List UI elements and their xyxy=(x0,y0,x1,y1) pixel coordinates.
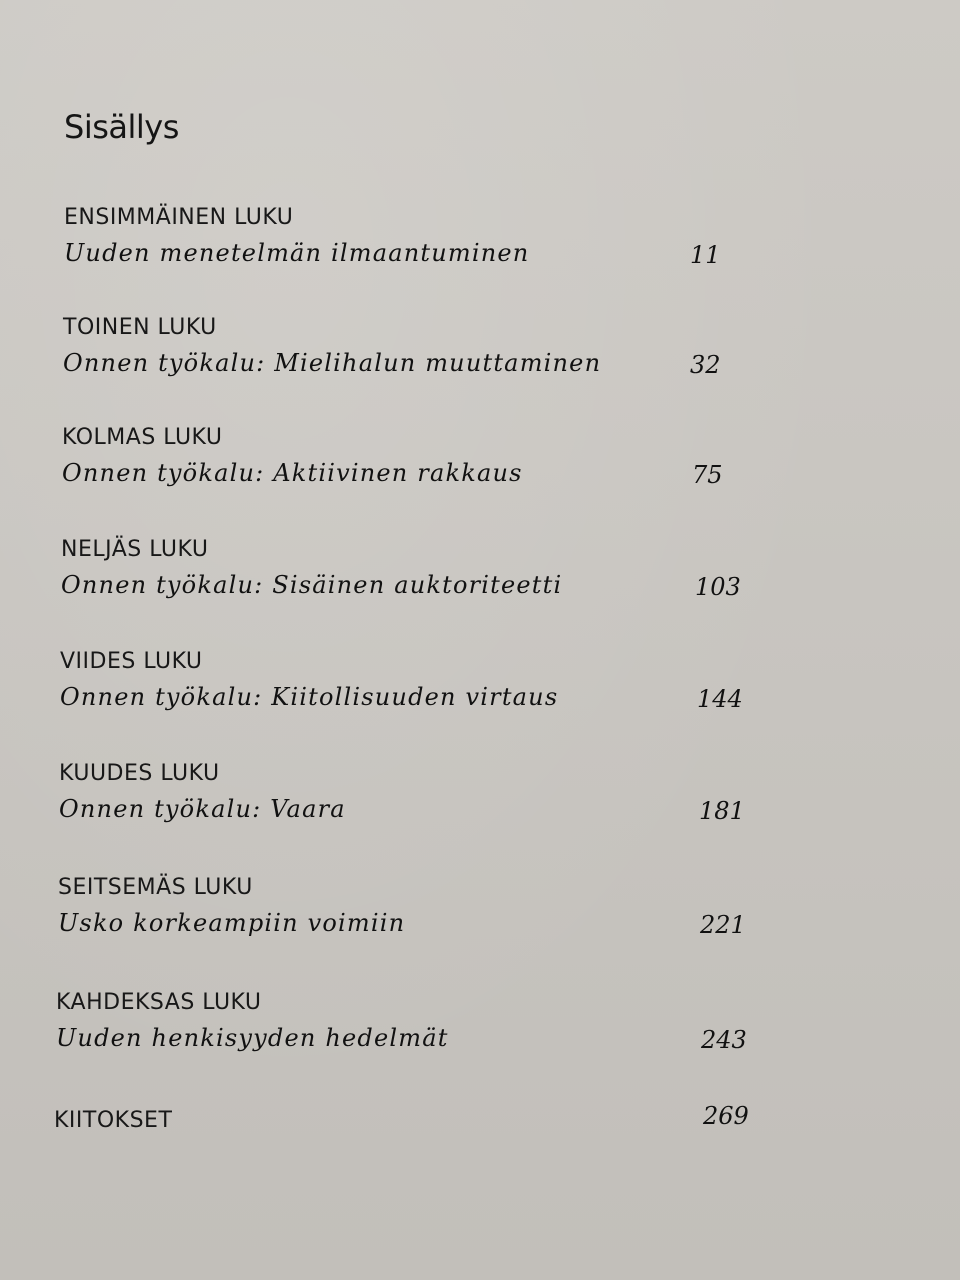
page-number: 144 xyxy=(697,685,743,713)
chapter-title: Uuden menetelmän ilmaantuminen xyxy=(64,239,530,267)
chapter-title: Onnen työkalu: Kiitollisuuden virtaus xyxy=(60,683,559,711)
page-number: 11 xyxy=(690,241,721,269)
page-number: 243 xyxy=(701,1026,747,1054)
chapter-heading: NELJÄS LUKU xyxy=(61,537,209,562)
chapter-heading: KOLMAS LUKU xyxy=(62,425,223,450)
chapter-heading: KAHDEKSAS LUKU xyxy=(56,990,262,1015)
chapter-title: Onnen työkalu: Aktiivinen rakkaus xyxy=(62,459,523,487)
chapter-title: Usko korkeampiin voimiin xyxy=(58,909,406,937)
page-number: 75 xyxy=(692,461,723,489)
page-number: 221 xyxy=(700,911,746,939)
chapter-title: Onnen työkalu: Vaara xyxy=(59,795,346,823)
chapter-heading: VIIDES LUKU xyxy=(60,649,203,674)
page-number: 181 xyxy=(699,797,745,825)
page-number: 103 xyxy=(695,573,741,601)
chapter-title: Onnen työkalu: Mielihalun muuttaminen xyxy=(63,349,602,377)
page-number: 32 xyxy=(690,351,721,379)
page-number: 269 xyxy=(703,1102,749,1130)
chapter-heading: TOINEN LUKU xyxy=(63,315,217,340)
page-title: Sisällys xyxy=(64,108,179,146)
chapter-title: Onnen työkalu: Sisäinen auktoriteetti xyxy=(61,571,563,599)
chapter-heading: KUUDES LUKU xyxy=(59,761,220,786)
acknowledgements-heading: KIITOKSET xyxy=(54,1108,173,1133)
chapter-heading: ENSIMMÄINEN LUKU xyxy=(64,205,294,230)
chapter-heading: SEITSEMÄS LUKU xyxy=(58,875,253,900)
chapter-title: Uuden henkisyyden hedelmät xyxy=(56,1024,449,1052)
